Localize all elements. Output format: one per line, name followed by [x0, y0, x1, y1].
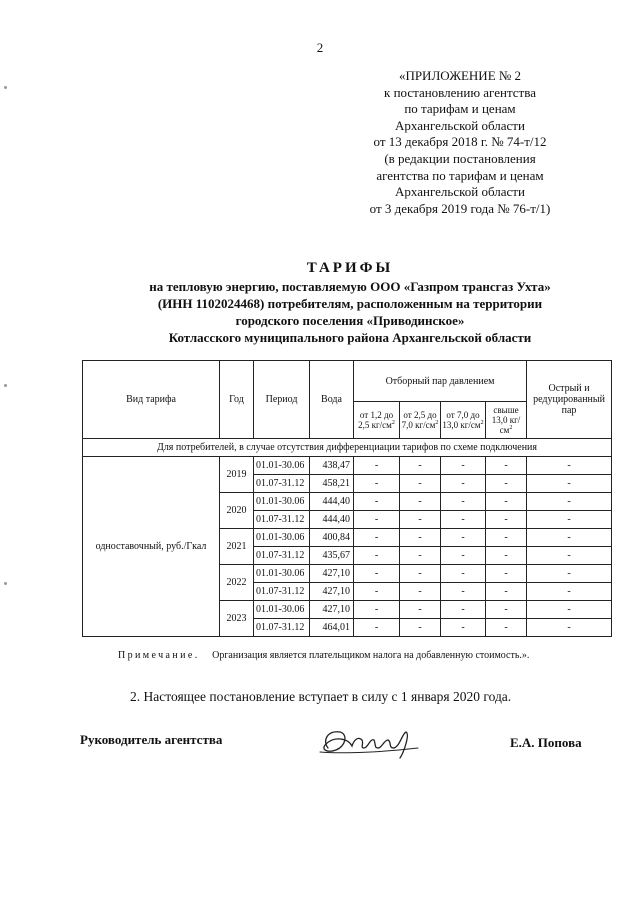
dash-cell: -	[527, 583, 612, 601]
appendix-line: по тарифам и ценам	[404, 101, 516, 117]
title-block	[60, 258, 640, 346]
header-tariff-type: Вид тарифа	[83, 361, 220, 439]
dash-cell: -	[527, 565, 612, 583]
subtitle-line: (ИНН 1102024468) потребителям, расположенным на территории	[157, 296, 543, 311]
water-value: 444,40	[310, 511, 354, 529]
period-cell: 01.01-30.06	[254, 529, 310, 547]
period-cell: 01.01-30.06	[254, 457, 310, 475]
period-cell: 01.07-31.12	[254, 511, 310, 529]
year-cell: 2023	[220, 601, 254, 637]
note-text: Организация является плательщиком налога на добавленную стоимость.».	[212, 650, 530, 661]
dash-cell: -	[400, 547, 441, 565]
dash-cell: -	[527, 547, 612, 565]
header-year: Год	[220, 361, 254, 439]
header-steam-4: свыше 13,0 $кг/см^2$	[486, 402, 527, 439]
dash-cell: -	[441, 619, 486, 637]
year-cell: 2019	[220, 457, 254, 493]
dash-cell: -	[486, 493, 527, 511]
dash-cell: -	[354, 511, 400, 529]
note	[118, 650, 529, 661]
dash-cell: -	[527, 493, 612, 511]
period-cell: 01.01-30.06	[254, 601, 310, 619]
appendix-line: от 3 декабря 2019 года № 76-т/1)	[369, 200, 551, 216]
dash-cell: -	[486, 583, 527, 601]
dash-cell: -	[441, 511, 486, 529]
header-steam-1: от 1,2 до 2,5 $кг/см^2$	[354, 402, 400, 439]
period-cell: 01.07-31.12	[254, 583, 310, 601]
clause-2: 2. Настоящее постановление вступает в силу с 1 января 2020 года.	[130, 689, 512, 704]
dash-cell: -	[354, 583, 400, 601]
water-value: 444,40	[310, 493, 354, 511]
dash-cell: -	[400, 457, 441, 475]
period-cell: 01.07-31.12	[254, 475, 310, 493]
dash-cell: -	[400, 529, 441, 547]
scan-mark	[4, 582, 7, 585]
dash-cell: -	[527, 457, 612, 475]
dash-cell: -	[441, 529, 486, 547]
appendix-line: к постановлению агентства	[384, 84, 536, 100]
tariff-type-cell: одноставочный, руб./Гкал	[83, 457, 220, 637]
dash-cell: -	[354, 601, 400, 619]
dash-cell: -	[400, 601, 441, 619]
water-value: 464,01	[310, 619, 354, 637]
header-sharp-steam: Острый и редуцированный пар	[527, 361, 612, 439]
dash-cell: -	[354, 547, 400, 565]
subtitle-line: Котласского муниципального района Архангельской области	[168, 330, 532, 345]
tariff-table	[82, 360, 612, 637]
water-value: 427,10	[310, 565, 354, 583]
header-steam-group: Отборный пар давлением	[354, 361, 527, 402]
dash-cell: -	[400, 619, 441, 637]
period-cell: 01.07-31.12	[254, 547, 310, 565]
dash-cell: -	[400, 583, 441, 601]
dash-cell: -	[527, 601, 612, 619]
dash-cell: -	[354, 619, 400, 637]
appendix-heading	[340, 68, 580, 217]
dash-cell: -	[486, 529, 527, 547]
section-label: Для потребителей, в случае отсутствия дифференциации тарифов по схеме подключения	[83, 439, 612, 457]
period-cell: 01.01-30.06	[254, 493, 310, 511]
dash-cell: -	[354, 493, 400, 511]
signature-mark	[314, 722, 424, 762]
dash-cell: -	[527, 619, 612, 637]
subtitle-line: на тепловую энергию, поставляемую ООО «Газпром трансгаз Ухта»	[149, 279, 551, 294]
dash-cell: -	[441, 565, 486, 583]
dash-cell: -	[400, 475, 441, 493]
dash-cell: -	[486, 457, 527, 475]
appendix-line: агентства по тарифам и ценам	[376, 167, 544, 183]
appendix-line: (в редакции постановления	[384, 150, 536, 166]
subtitle-line: городского поселения «Приводинское»	[235, 313, 465, 328]
dash-cell: -	[354, 565, 400, 583]
appendix-line: «ПРИЛОЖЕНИЕ № 2	[398, 68, 522, 83]
page-number: 2	[316, 40, 324, 55]
dash-cell: -	[354, 529, 400, 547]
dash-cell: -	[441, 475, 486, 493]
header-period: Период	[254, 361, 310, 439]
scan-mark	[4, 86, 7, 89]
scan-mark	[4, 384, 7, 387]
water-value: 435,67	[310, 547, 354, 565]
header-steam-2: от 2,5 до 7,0 $кг/см^2$	[400, 402, 441, 439]
water-value: 400,84	[310, 529, 354, 547]
dash-cell: -	[441, 493, 486, 511]
dash-cell: -	[354, 475, 400, 493]
water-value: 438,47	[310, 457, 354, 475]
dash-cell: -	[441, 601, 486, 619]
dash-cell: -	[400, 565, 441, 583]
dash-cell: -	[400, 511, 441, 529]
header-water: Вода	[310, 361, 354, 439]
period-cell: 01.07-31.12	[254, 619, 310, 637]
period-cell: 01.01-30.06	[254, 565, 310, 583]
head-name: Е.А. Попова	[510, 735, 582, 750]
dash-cell: -	[486, 619, 527, 637]
dash-cell: -	[486, 565, 527, 583]
header-steam-3: от 7,0 до 13,0 $кг/см^2$	[441, 402, 486, 439]
dash-cell: -	[486, 547, 527, 565]
dash-cell: -	[527, 511, 612, 529]
dash-cell: -	[486, 511, 527, 529]
dash-cell: -	[400, 493, 441, 511]
appendix-line: от 13 декабря 2018 г. № 74-т/12	[373, 134, 547, 150]
year-cell: 2021	[220, 529, 254, 565]
table-row	[83, 457, 612, 475]
year-cell: 2022	[220, 565, 254, 601]
document-title: ТАРИФЫ	[306, 260, 394, 276]
dash-cell: -	[441, 457, 486, 475]
head-title: Руководитель агентства	[80, 732, 223, 747]
dash-cell: -	[354, 457, 400, 475]
dash-cell: -	[527, 475, 612, 493]
water-value: 427,10	[310, 601, 354, 619]
dash-cell: -	[527, 529, 612, 547]
year-cell: 2020	[220, 493, 254, 529]
dash-cell: -	[441, 583, 486, 601]
water-value: 458,21	[310, 475, 354, 493]
dash-cell: -	[441, 547, 486, 565]
note-label: Примечание.	[118, 650, 200, 661]
dash-cell: -	[486, 601, 527, 619]
appendix-line: Архангельской области	[395, 117, 525, 133]
dash-cell: -	[486, 475, 527, 493]
water-value: 427,10	[310, 583, 354, 601]
appendix-line: Архангельской области	[395, 184, 525, 200]
